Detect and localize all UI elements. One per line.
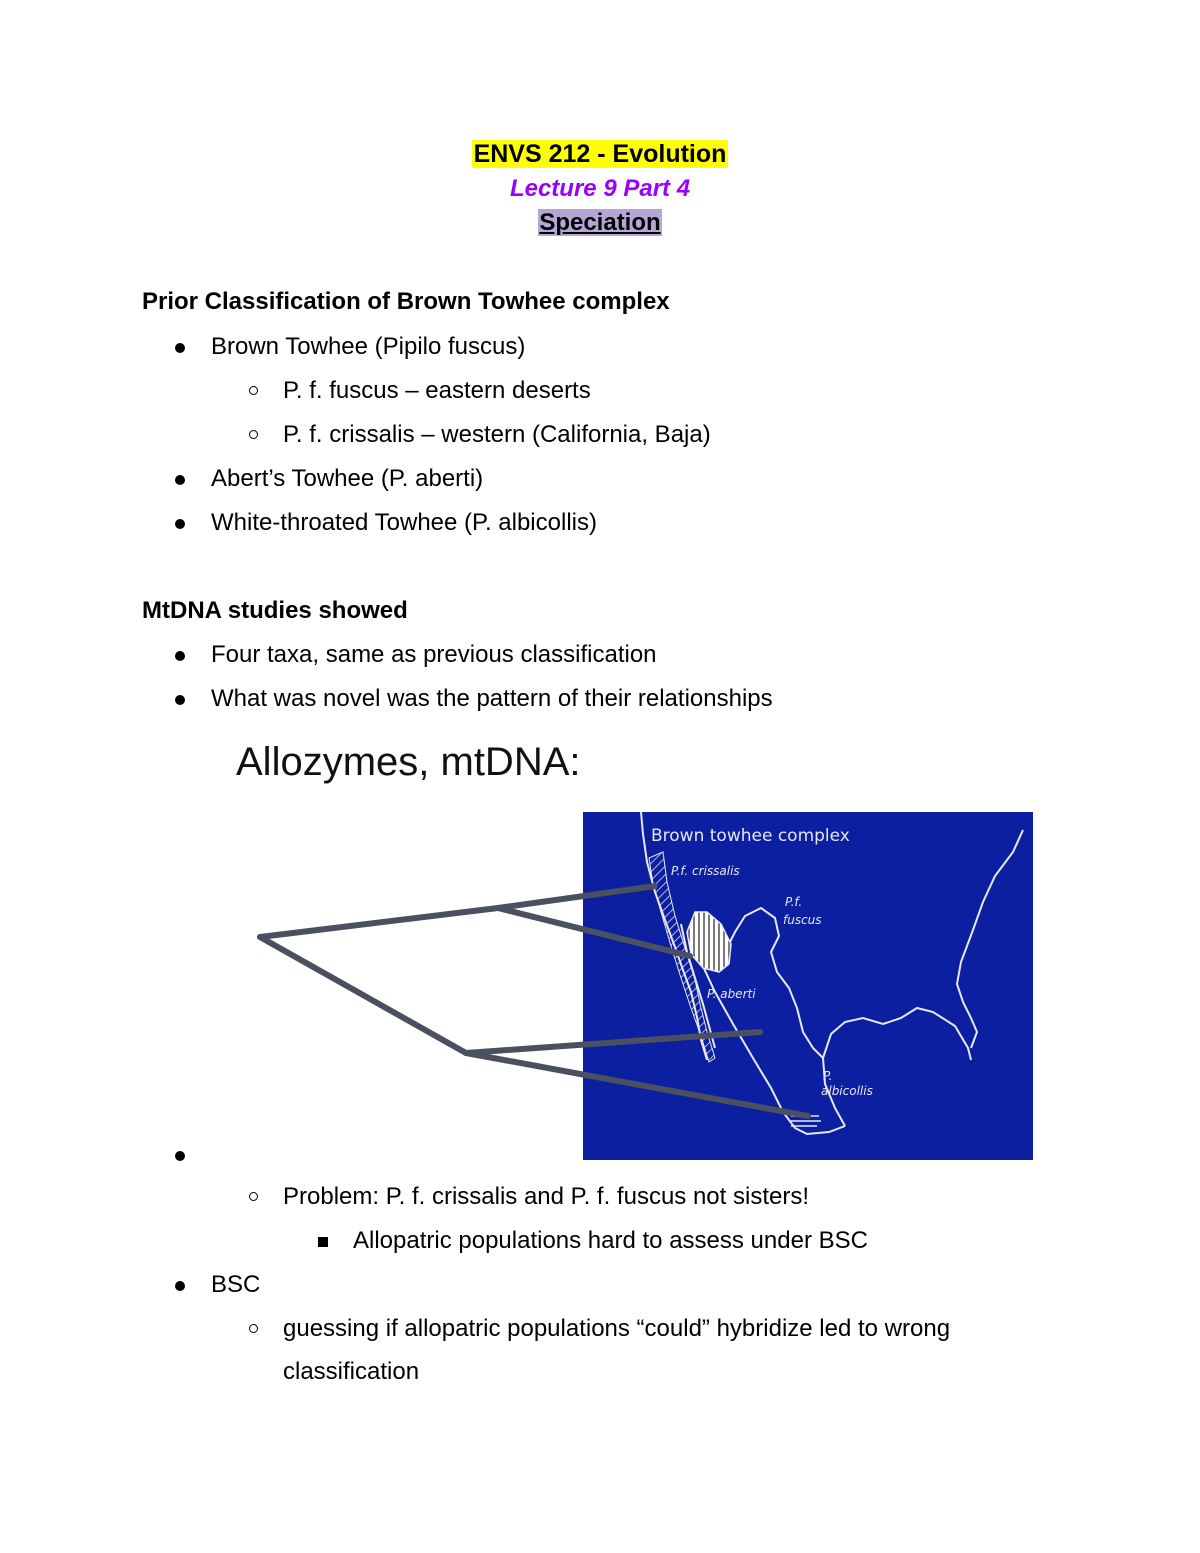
tree-branch-lower-stem [260,937,466,1053]
bullet-icon [175,519,185,529]
tree-branch-fuscus [466,1032,760,1053]
hollow-bullet-icon [249,1324,258,1333]
course-title [0,140,1200,169]
label-crissalis: P.f. crissalis [671,864,740,878]
tree-branch-crissalis [498,886,655,908]
figure-title: Allozymes, mtDNA: [236,740,581,784]
bullet-icon [175,1281,185,1291]
hollow-bullet-icon [249,386,258,395]
hollow-bullet-icon [249,430,258,439]
lecture-subtitle: Lecture 9 Part 4 [509,175,691,202]
section-heading-prior-classification: Prior Classification of Brown Towhee complex [142,288,670,315]
label-albicollis: albicollis [821,1084,873,1098]
hollow-bullet-icon [249,1192,258,1201]
label-pf: P.f. [785,895,803,909]
topic-title [0,209,1200,237]
tree-branch-aberti [498,908,690,956]
label-aberti: P. aberti [707,987,756,1001]
map-title: Brown towhee complex [651,826,850,846]
topic-title-text: Speciation [539,209,661,236]
course-title-text: ENVS 212 - Evolution [473,140,727,168]
tree-branch-albicollis [466,1053,808,1116]
phylogeny-tree [230,740,1040,1165]
phylogeny-map-figure [230,740,1040,1165]
label-p: P. [823,1069,833,1083]
bullet-icon [175,343,185,353]
document-page: ENVS 212 - Evolution Lecture 9 Part 4 Speciation Prior Classification of Brown Towhee complex Brown Towhee (Pipilo fuscus) P. f. fuscus – eastern deserts P. f. crissalis – western (California, Baja) Abert’s Towhee (P. aberti) White-throated Towhee (P. albicollis) MtDNA studies showed Four taxa, same as previous classification What was novel was the pattern of their relationships Allozymes, mtDNA: Brown towhee complex P.f. crissalis P.f. fuscus P. aberti P. albicollis Problem: P. f. crissalis and P. f. fuscus not sisters! Allopatric populations hard to assess under BSC BSC guessing if allopatric populations “could” hybridize led to wrong classification [0,0,1200,1553]
square-bullet-icon [318,1237,328,1247]
tree-branch-upper-stem [260,908,498,937]
bullet-icon [175,475,185,485]
bullet-icon [175,1151,185,1161]
label-fuscus: fuscus [783,913,822,927]
bullet-icon [175,651,185,661]
section-heading-mtdna: MtDNA studies showed [142,597,408,624]
bullet-icon [175,695,185,705]
